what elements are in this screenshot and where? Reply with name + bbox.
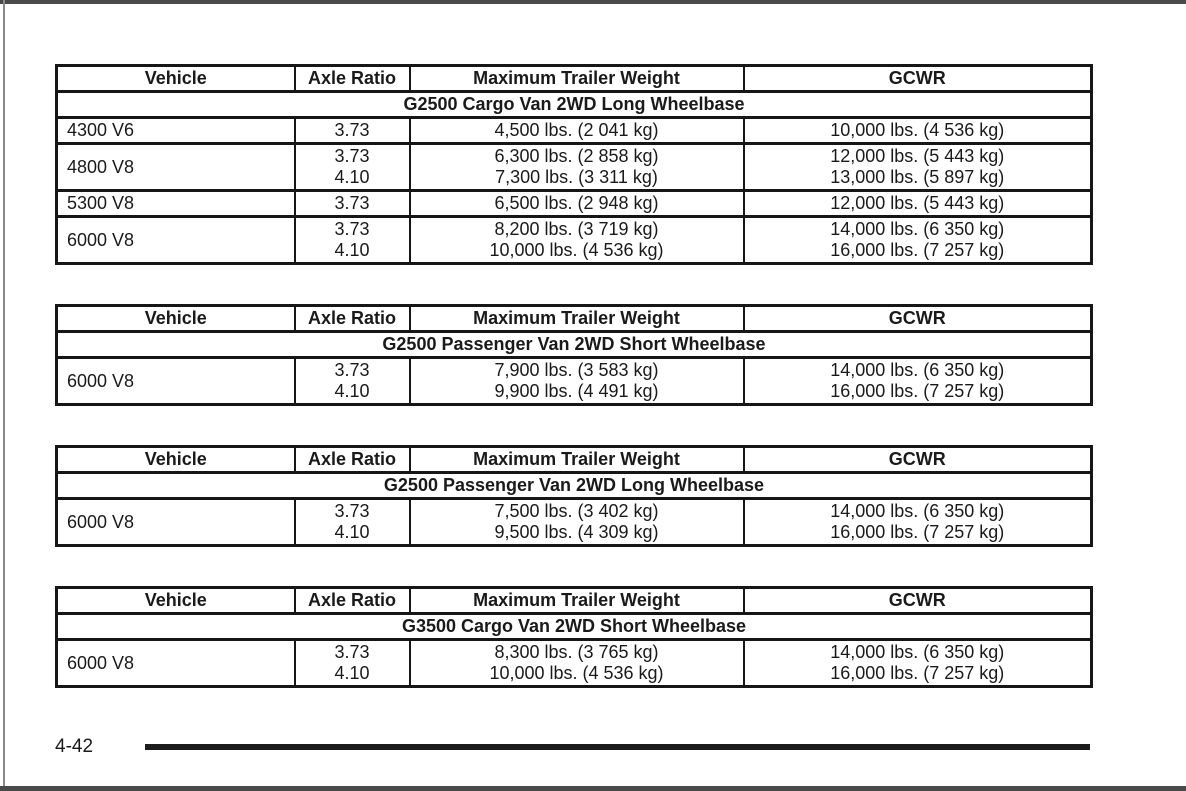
vehicle-cell-line: 6000 V8	[67, 511, 135, 532]
max-trailer-weight-cell	[410, 144, 744, 191]
col-header-vehicle: Vehicle	[57, 447, 295, 473]
max-trailer-weight-cell-line: 9,900 lbs. (4 491 kg)	[494, 381, 659, 401]
section-title: G2500 Cargo Van 2WD Long Wheelbase	[57, 92, 1092, 118]
max-trailer-weight-cell	[410, 640, 744, 687]
vehicle-cell	[57, 499, 295, 546]
table-row	[57, 358, 1092, 405]
col-header-gcwr: GCWR	[744, 588, 1092, 614]
col-header-max-trailer-weight: Maximum Trailer Weight	[410, 588, 744, 614]
max-trailer-weight-cell-line: 7,500 lbs. (3 402 kg)	[494, 501, 659, 521]
table-body	[57, 358, 1092, 405]
axle-ratio-cell-line: 3.73	[334, 146, 370, 166]
axle-ratio-cell	[295, 217, 410, 264]
gcwr-cell-line: 16,000 lbs. (7 257 kg)	[830, 522, 1005, 542]
col-header-max-trailer-weight: Maximum Trailer Weight	[410, 447, 744, 473]
gcwr-cell	[744, 191, 1092, 217]
vehicle-cell-line: 6000 V8	[67, 229, 135, 250]
axle-ratio-cell-line: 3.73	[334, 501, 370, 521]
col-header-max-trailer-weight: Maximum Trailer Weight	[410, 66, 744, 92]
gcwr-cell-line: 16,000 lbs. (7 257 kg)	[830, 240, 1005, 260]
axle-ratio-cell	[295, 144, 410, 191]
vehicle-cell-line: 4800 V8	[67, 156, 135, 177]
table-body	[57, 499, 1092, 546]
section-row	[57, 473, 1092, 499]
vehicle-cell	[57, 191, 295, 217]
max-trailer-weight-cell	[410, 499, 744, 546]
axle-ratio-cell	[295, 191, 410, 217]
header-row	[57, 447, 1092, 473]
col-header-gcwr: GCWR	[744, 447, 1092, 473]
gcwr-cell-line: 12,000 lbs. (5 443 kg)	[830, 146, 1005, 166]
axle-ratio-cell-line: 3.73	[334, 642, 370, 662]
max-trailer-weight-cell-line: 9,500 lbs. (4 309 kg)	[494, 522, 659, 542]
col-header-max-trailer-weight: Maximum Trailer Weight	[410, 306, 744, 332]
table-row	[57, 191, 1092, 217]
table-row	[57, 217, 1092, 264]
col-header-vehicle: Vehicle	[57, 66, 295, 92]
table-row	[57, 118, 1092, 144]
max-trailer-weight-cell-line: 10,000 lbs. (4 536 kg)	[489, 663, 664, 683]
section-title: G2500 Passenger Van 2WD Long Wheelbase	[57, 473, 1092, 499]
axle-ratio-cell-line: 4.10	[334, 167, 370, 187]
page-number: 4-42	[55, 736, 94, 757]
max-trailer-weight-cell	[410, 217, 744, 264]
header-row	[57, 66, 1092, 92]
gcwr-cell-line: 10,000 lbs. (4 536 kg)	[830, 120, 1005, 140]
max-trailer-weight-cell-line: 4,500 lbs. (2 041 kg)	[494, 120, 659, 140]
axle-ratio-cell-line: 3.73	[334, 193, 370, 213]
vehicle-cell	[57, 144, 295, 191]
max-trailer-weight-cell-line: 8,300 lbs. (3 765 kg)	[494, 642, 659, 662]
gcwr-cell-line: 14,000 lbs. (6 350 kg)	[830, 501, 1005, 521]
axle-ratio-cell-line: 4.10	[334, 522, 370, 542]
towing-spec-table	[55, 445, 1093, 547]
vehicle-cell	[57, 640, 295, 687]
max-trailer-weight-cell-line: 6,300 lbs. (2 858 kg)	[494, 146, 659, 166]
table-body	[57, 640, 1092, 687]
col-header-axle-ratio: Axle Ratio	[295, 447, 410, 473]
gcwr-cell	[744, 640, 1092, 687]
axle-ratio-cell	[295, 499, 410, 546]
table-row	[57, 144, 1092, 191]
axle-ratio-cell-line: 4.10	[334, 381, 370, 401]
section-row	[57, 92, 1092, 118]
gcwr-cell-line: 14,000 lbs. (6 350 kg)	[830, 642, 1005, 662]
axle-ratio-cell-line: 3.73	[334, 219, 370, 239]
section-title: G3500 Cargo Van 2WD Short Wheelbase	[57, 614, 1092, 640]
tables	[55, 64, 1090, 727]
vehicle-cell	[57, 217, 295, 264]
section-title: G2500 Passenger Van 2WD Short Wheelbase	[57, 332, 1092, 358]
table-row	[57, 499, 1092, 546]
footer-rule	[145, 744, 1090, 750]
page-bottom-border	[0, 786, 1186, 791]
table-body	[57, 118, 1092, 264]
max-trailer-weight-cell-line: 10,000 lbs. (4 536 kg)	[489, 240, 664, 260]
col-header-gcwr: GCWR	[744, 66, 1092, 92]
gcwr-cell	[744, 217, 1092, 264]
table-row	[57, 640, 1092, 687]
axle-ratio-cell-line: 4.10	[334, 663, 370, 683]
gcwr-cell-line: 12,000 lbs. (5 443 kg)	[830, 193, 1005, 213]
gcwr-cell-line: 16,000 lbs. (7 257 kg)	[830, 381, 1005, 401]
gcwr-cell-line: 14,000 lbs. (6 350 kg)	[830, 219, 1005, 239]
towing-spec-table	[55, 586, 1093, 688]
vehicle-cell-line: 6000 V8	[67, 652, 135, 673]
gcwr-cell-line: 14,000 lbs. (6 350 kg)	[830, 360, 1005, 380]
axle-ratio-cell	[295, 358, 410, 405]
max-trailer-weight-cell	[410, 191, 744, 217]
towing-spec-table	[55, 304, 1093, 406]
max-trailer-weight-cell	[410, 358, 744, 405]
axle-ratio-cell-line: 3.73	[334, 360, 370, 380]
page-left-border	[3, 0, 5, 791]
axle-ratio-cell-line: 4.10	[334, 240, 370, 260]
axle-ratio-cell	[295, 640, 410, 687]
col-header-vehicle: Vehicle	[57, 588, 295, 614]
header-row	[57, 588, 1092, 614]
col-header-axle-ratio: Axle Ratio	[295, 588, 410, 614]
vehicle-cell	[57, 358, 295, 405]
max-trailer-weight-cell	[410, 118, 744, 144]
page-top-border	[0, 0, 1186, 4]
gcwr-cell	[744, 499, 1092, 546]
gcwr-cell	[744, 144, 1092, 191]
section-row	[57, 614, 1092, 640]
towing-spec-table	[55, 64, 1093, 265]
max-trailer-weight-cell-line: 6,500 lbs. (2 948 kg)	[494, 193, 659, 213]
col-header-vehicle: Vehicle	[57, 306, 295, 332]
vehicle-cell	[57, 118, 295, 144]
gcwr-cell-line: 16,000 lbs. (7 257 kg)	[830, 663, 1005, 683]
vehicle-cell-line: 5300 V8	[67, 193, 135, 213]
gcwr-cell-line: 13,000 lbs. (5 897 kg)	[830, 167, 1005, 187]
axle-ratio-cell	[295, 118, 410, 144]
gcwr-cell	[744, 358, 1092, 405]
header-row	[57, 306, 1092, 332]
col-header-axle-ratio: Axle Ratio	[295, 306, 410, 332]
col-header-axle-ratio: Axle Ratio	[295, 66, 410, 92]
max-trailer-weight-cell-line: 7,300 lbs. (3 311 kg)	[495, 167, 658, 187]
max-trailer-weight-cell-line: 8,200 lbs. (3 719 kg)	[494, 219, 659, 239]
vehicle-cell-line: 6000 V8	[67, 370, 135, 391]
gcwr-cell	[744, 118, 1092, 144]
axle-ratio-cell-line: 3.73	[334, 120, 370, 140]
section-row	[57, 332, 1092, 358]
max-trailer-weight-cell-line: 7,900 lbs. (3 583 kg)	[494, 360, 659, 380]
col-header-gcwr: GCWR	[744, 306, 1092, 332]
vehicle-cell-line: 4300 V6	[67, 120, 135, 140]
